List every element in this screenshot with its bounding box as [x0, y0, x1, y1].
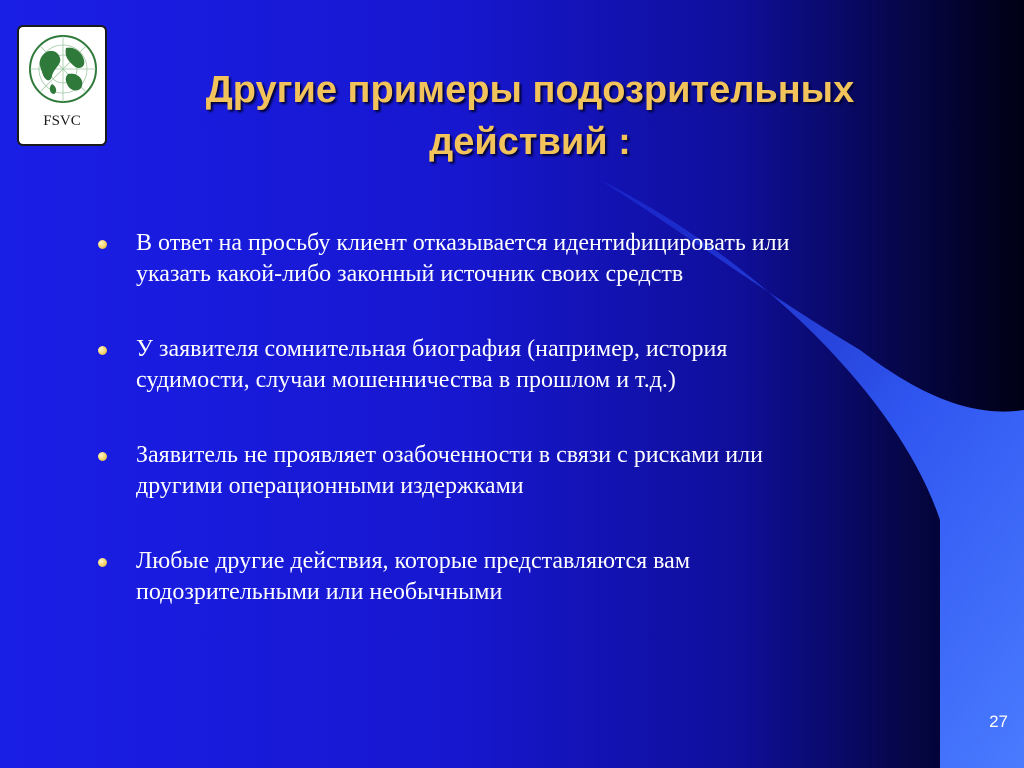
bullet-list	[96, 228, 916, 608]
logo-text: FSVC	[43, 113, 81, 129]
bullet-line: указать какой-либо законный источник своих средств	[136, 261, 684, 287]
bullet-line: Любые другие действия, которые представляются вам	[136, 548, 691, 574]
bullet-line: У заявителя сомнительная биография (например, история	[136, 336, 728, 362]
bullet-dot-icon	[98, 558, 107, 567]
bullet-line: другими операционными издержками	[136, 473, 524, 499]
bullet-line: судимости, случаи мошенничества в прошлом и т.д.)	[136, 367, 676, 393]
page-number: 27	[989, 712, 1008, 731]
bullet-item	[96, 440, 916, 502]
globe-icon	[28, 34, 98, 104]
bullet-item	[96, 334, 916, 396]
bullet-dot-icon	[98, 346, 107, 355]
bullet-line: В ответ на просьбу клиент отказывается идентифицировать или	[136, 230, 790, 256]
title-line-1: Другие примеры подозрительных	[205, 69, 855, 111]
bullet-dot-icon	[98, 240, 107, 249]
slide-title	[120, 64, 940, 168]
bullet-item	[96, 546, 916, 608]
bullet-dot-icon	[98, 452, 107, 461]
bullet-line: подозрительными или необычными	[136, 579, 503, 605]
bullet-line: Заявитель не проявляет озабоченности в связи с рисками или	[136, 442, 763, 468]
title-line-2: действий :	[429, 121, 631, 163]
bullet-item	[96, 228, 916, 290]
fsvc-logo	[17, 25, 107, 146]
